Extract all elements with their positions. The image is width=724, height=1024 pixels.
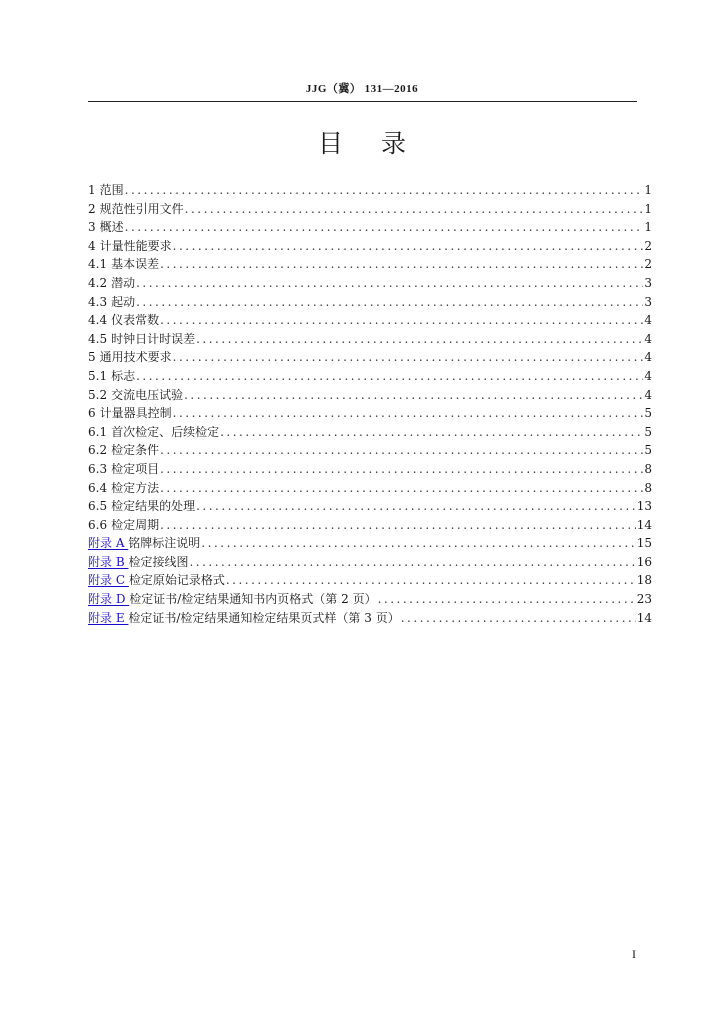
toc-entry-page: 14 — [636, 517, 652, 532]
toc-entry-page: 2 — [644, 238, 652, 253]
toc-entry-title: 检定证书/检定结果通知检定结果页式样（第 3 页） — [128, 610, 400, 625]
toc-leader-dots — [195, 497, 636, 516]
table-of-contents — [88, 181, 652, 627]
toc-entry-title: 检定结果的处理 — [111, 499, 196, 514]
toc-entry-number: 6.1 — [88, 424, 108, 439]
toc-leader-dots — [124, 218, 644, 237]
toc-entry-number: 6.5 — [88, 499, 108, 514]
toc-entry — [88, 293, 652, 312]
toc-entry-page: 18 — [636, 573, 652, 588]
toc-leader-dots — [159, 460, 643, 479]
toc-entry — [88, 255, 652, 274]
toc-entry — [88, 367, 652, 386]
toc-entry-text — [111, 479, 159, 498]
toc-entry-text — [111, 330, 195, 349]
toc-entry — [88, 423, 652, 442]
toc-leader-dots — [159, 479, 643, 498]
toc-entry-number: 2 — [88, 201, 96, 216]
toc-entry — [88, 460, 652, 479]
toc-entry-title: 通用技术要求 — [99, 350, 172, 365]
toc-appendix-link[interactable]: 附录 C — [88, 573, 129, 588]
toc-leader-dots — [172, 348, 644, 367]
toc-entry-number: 6.6 — [88, 517, 108, 532]
toc-entry-page: 5 — [644, 443, 652, 458]
toc-entry-text — [100, 181, 124, 200]
toc-entry-title: 潜动 — [111, 275, 136, 290]
toc-entry-page: 8 — [644, 480, 652, 495]
toc-entry-number: 6.4 — [88, 480, 108, 495]
toc-leader-dots — [159, 311, 643, 330]
toc-entry — [88, 237, 652, 256]
toc-leader-dots — [188, 553, 635, 572]
toc-entry-text — [111, 497, 195, 516]
toc-entry-number: 1 — [88, 183, 96, 197]
toc-entry-page: 1 — [644, 201, 652, 216]
toc-entry-title: 起动 — [111, 294, 136, 309]
toc-entry-text — [100, 237, 172, 256]
page-title: 目录 — [317, 129, 444, 158]
toc-entry — [88, 330, 652, 349]
toc-entry-title: 时钟日计时误差 — [111, 331, 196, 346]
toc-entry-page: 4 — [644, 387, 652, 402]
toc-entry-text — [111, 311, 159, 330]
toc-entry-page: 1 — [644, 220, 652, 235]
toc-entry-title: 铭牌标注说明 — [128, 536, 201, 551]
toc-entry — [88, 311, 652, 330]
toc-leader-dots — [135, 367, 643, 386]
toc-entry-page: 15 — [636, 536, 652, 551]
toc-leader-dots — [135, 293, 643, 312]
toc-entry-page: 8 — [644, 461, 652, 476]
toc-entry-title: 基本误差 — [111, 257, 160, 272]
toc-entry[interactable] — [88, 590, 652, 609]
toc-entry-text — [100, 218, 124, 237]
toc-entry-number: 3 — [88, 220, 96, 235]
toc-entry-text — [88, 571, 225, 590]
toc-entry-text — [111, 386, 183, 405]
toc-entry-text — [100, 348, 172, 367]
toc-entry-number: 5.2 — [88, 387, 108, 402]
toc-entry-title: 检定条件 — [111, 443, 160, 458]
toc-entry-title: 计量器具控制 — [99, 406, 172, 421]
toc-entry-text — [111, 293, 135, 312]
toc-entry-title: 仪表常数 — [111, 313, 160, 328]
toc-entry-page: 13 — [636, 499, 652, 514]
toc-entry-page: 2 — [644, 257, 652, 272]
page-number: I — [632, 947, 636, 961]
toc-entry-title: 首次检定、后续检定 — [111, 424, 220, 439]
toc-entry-page: 4 — [644, 350, 652, 365]
toc-entry-title: 标志 — [111, 368, 136, 383]
toc-entry-page: 4 — [644, 368, 652, 383]
toc-entry-number: 5.1 — [88, 368, 108, 383]
toc-appendix-link[interactable]: 附录 A — [88, 536, 129, 551]
toc-entry-title: 规范性引用文件 — [99, 201, 184, 216]
toc-entry-title: 交流电压试验 — [111, 387, 184, 402]
toc-entry-text — [111, 255, 159, 274]
toc-leader-dots — [219, 423, 643, 442]
toc-entry-page: 5 — [644, 406, 652, 421]
toc-entry[interactable] — [88, 553, 652, 572]
toc-entry-title: 检定周期 — [111, 517, 160, 532]
toc-leader-dots — [377, 590, 636, 609]
toc-leader-dots — [124, 181, 644, 200]
toc-entry-title: 概述 — [99, 220, 124, 235]
toc-entry — [88, 348, 652, 367]
toc-entry-page: 14 — [636, 610, 652, 625]
toc-entry-number: 6 — [88, 406, 96, 421]
toc-entry-title: 检定项目 — [111, 461, 160, 476]
toc-leader-dots — [183, 386, 643, 405]
toc-entry-number: 6.2 — [88, 443, 108, 458]
toc-entry-title: 检定接线图 — [128, 554, 189, 569]
toc-entry[interactable] — [88, 571, 652, 590]
toc-leader-dots — [225, 571, 636, 590]
toc-entry — [88, 404, 652, 423]
toc-entry-title: 检定证书/检定结果通知书内页格式（第 2 页） — [129, 592, 377, 607]
toc-entry — [88, 218, 652, 237]
toc-entry-number: 4.4 — [88, 313, 108, 328]
toc-entry-number: 4.5 — [88, 331, 108, 346]
toc-appendix-link[interactable]: 附录 E — [88, 610, 129, 625]
toc-entry-text — [88, 590, 377, 609]
toc-entry — [88, 479, 652, 498]
toc-entry-text — [111, 516, 159, 535]
toc-entry[interactable] — [88, 609, 652, 628]
toc-entry-text — [88, 609, 400, 628]
toc-entry-page: 3 — [644, 275, 652, 290]
toc-entry-title: 范围 — [99, 183, 124, 197]
toc-entry — [88, 200, 652, 219]
toc-entry-text — [100, 200, 184, 219]
toc-entry-text — [100, 404, 172, 423]
toc-leader-dots — [172, 237, 644, 256]
toc-entry-number: 4.1 — [88, 257, 108, 272]
toc-entry-text — [111, 460, 159, 479]
toc-entry — [88, 497, 652, 516]
toc-entry-number: 5 — [88, 350, 96, 365]
toc-entry-text — [111, 367, 135, 386]
toc-entry-page: 16 — [636, 554, 652, 569]
toc-entry — [88, 386, 652, 405]
toc-entry-text — [111, 423, 219, 442]
toc-entry-text — [88, 534, 200, 553]
toc-entry — [88, 274, 652, 293]
toc-leader-dots — [400, 609, 636, 628]
toc-entry-title: 检定原始记录格式 — [128, 573, 225, 588]
toc-entry-title: 检定方法 — [111, 480, 160, 495]
toc-leader-dots — [172, 404, 644, 423]
toc-entry-number: 6.3 — [88, 461, 108, 476]
toc-entry — [88, 441, 652, 460]
toc-entry-text — [88, 553, 188, 572]
toc-entry-page: 3 — [644, 294, 652, 309]
toc-entry-page: 1 — [644, 183, 652, 197]
toc-leader-dots — [195, 330, 643, 349]
toc-entry-text — [111, 441, 159, 460]
header-divider — [88, 101, 637, 102]
toc-entry-number: 4.3 — [88, 294, 108, 309]
toc-entry-page: 23 — [636, 592, 652, 607]
toc-entry — [88, 516, 652, 535]
toc-leader-dots — [184, 200, 644, 219]
toc-entry[interactable] — [88, 534, 652, 553]
toc-entry-page: 5 — [644, 424, 652, 439]
toc-entry-page: 4 — [644, 331, 652, 346]
toc-appendix-link[interactable]: 附录 B — [88, 554, 129, 569]
document-header-code: JJG（冀） 131—2016 — [305, 83, 419, 95]
toc-appendix-link[interactable]: 附录 D — [88, 592, 130, 607]
toc-leader-dots — [159, 255, 643, 274]
toc-leader-dots — [159, 516, 636, 535]
toc-entry-page: 4 — [644, 313, 652, 328]
toc-leader-dots — [135, 274, 643, 293]
toc-leader-dots — [159, 441, 643, 460]
toc-entry-title: 计量性能要求 — [99, 238, 172, 253]
toc-entry — [88, 181, 652, 200]
toc-entry-number: 4 — [88, 238, 96, 253]
toc-entry-number: 4.2 — [88, 275, 108, 290]
toc-entry-text — [111, 274, 135, 293]
toc-leader-dots — [200, 534, 635, 553]
